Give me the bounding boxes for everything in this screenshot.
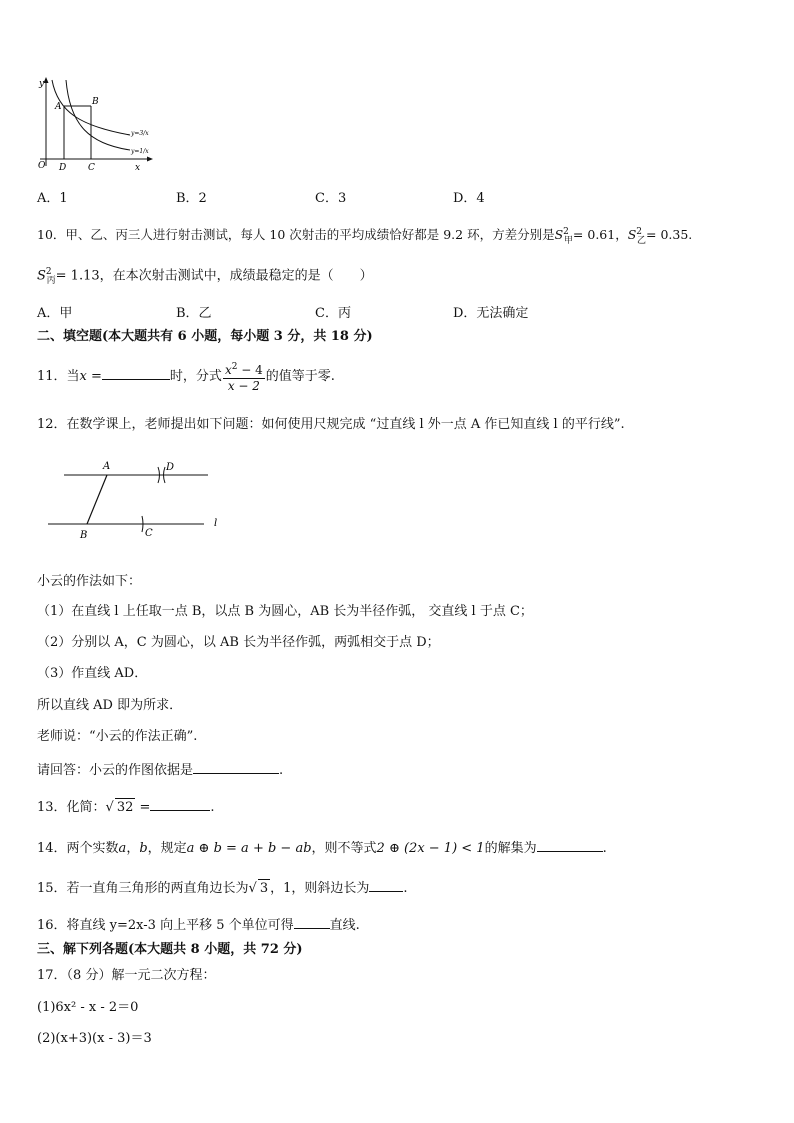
q10-value-yi: = 0.35. (646, 227, 693, 243)
q13-radicand: 32 (116, 800, 134, 815)
q10-sup-jia: 2 (563, 227, 569, 237)
curve1-label: y=3/x (131, 130, 149, 137)
q14-var-b: b (139, 841, 148, 856)
q10-sup-bing: 2 (45, 267, 52, 277)
q13-prefix: 13．化简： (37, 800, 106, 815)
q17-equation-1: (1)6x² - x - 2＝0 (37, 1000, 139, 1015)
q14-stem (37, 838, 607, 858)
parallel-line-construction-figure (40, 456, 230, 542)
q17-title: 17．（8 分）解一元二次方程： (37, 968, 216, 983)
q12-teacher-remark: 老师说：“小云的作法正确”. (37, 729, 198, 744)
q10-value-jia: = 0.61， (572, 227, 628, 243)
variance-symbol-bing: S (37, 268, 46, 284)
q11-prefix: 11．当 (37, 369, 80, 384)
q11-num-var: x (224, 362, 232, 377)
point-A-label: A (103, 461, 111, 472)
sqrt-symbol: √ (105, 800, 114, 815)
q16-end: 直线. (329, 918, 360, 933)
y-axis-label: y (39, 79, 45, 89)
x-axis-arrow (147, 157, 153, 162)
q12-conclusion: 所以直线 AD 即为所求． (37, 698, 183, 713)
q10-text-b: ，在本次射击测试中，成绩最稳定的是（ ） (99, 268, 373, 284)
q16-prefix: 16．将直线 y=2x-3 向上平移 5 个单位可得 (37, 918, 294, 933)
q14-end: . (602, 841, 607, 856)
section-2-heading: 二、填空题(本大题共有 6 小题，每小题 3 分，共 18 分) (37, 329, 373, 344)
q11-stem (37, 359, 335, 395)
q12-step-1: （1）在直线 l 上任取一点 B，以点 B 为圆心，AB 长为半径作弧， 交直线 l 于点 C； (37, 604, 533, 619)
q13-eq: = (135, 800, 151, 815)
line-l-label: l (214, 518, 218, 529)
q15-answer-blank[interactable] (369, 878, 403, 892)
q10-option-b: B．乙 (176, 306, 212, 321)
point-A-label: A (55, 102, 62, 112)
q12-stem: 12．在数学课上，老师提出如下问题：如何使用尺规完成 “过直线 l 外一点 A 作已知直线 l 的平行线”. (37, 417, 625, 432)
q10-sup-yi: 2 (636, 227, 643, 237)
q14-prefix: 14．两个实数 (37, 841, 119, 856)
q15-stem (37, 878, 408, 898)
q11-answer-blank[interactable] (102, 366, 170, 380)
q10-stem-line1 (37, 223, 692, 250)
point-B-label: B (80, 530, 88, 541)
point-C-label: C (88, 163, 95, 173)
q12-question (37, 760, 283, 780)
q11-num-tail: − 4 (237, 362, 263, 377)
q11-eq: = (86, 369, 102, 384)
q10-value-bing: = 1.13 (55, 268, 100, 284)
q11-num-sup: 2 (231, 361, 238, 372)
q11-mid: 时，分式 (169, 369, 222, 384)
q13-answer-blank[interactable] (150, 797, 210, 811)
q14-var-a: a (118, 841, 127, 856)
q16-answer-blank[interactable] (294, 915, 330, 929)
curve-y-1-over-x (66, 80, 130, 150)
q10-sub-jia: 甲 (563, 235, 573, 246)
q10-text-a: 10．甲、乙、丙三人进行射击测试，每人 10 次射击的平均成绩恰好都是 9.2 环，方差分别是 (37, 227, 555, 243)
q13-end: . (210, 800, 215, 815)
function-graph-figure (30, 74, 170, 176)
q13-stem (37, 797, 215, 817)
q14-answer-blank[interactable] (537, 838, 603, 852)
q11-suffix: 的值等于零. (265, 369, 335, 384)
sqrt-symbol: √ (248, 881, 257, 896)
q10-stem-line2 (37, 263, 373, 290)
curve2-label: y=1/x (131, 148, 149, 155)
segment-AB (87, 475, 107, 524)
point-B-label: B (92, 97, 99, 107)
origin-label: O (38, 161, 46, 171)
q14-inequality: 2 ⊕ (2x − 1) < 1 (376, 841, 485, 856)
q10-sub-yi: 乙 (637, 235, 647, 246)
variance-symbol-jia: S (554, 227, 564, 243)
x-axis-label: x (135, 163, 141, 173)
q14-comma: ， (126, 841, 140, 856)
q14-suffix: 的解集为 (484, 841, 537, 856)
q16-stem (37, 915, 360, 935)
q12-ask-end: . (279, 763, 284, 778)
q15-prefix: 15．若一直角三角形的两直角边长为 (37, 881, 249, 896)
q15-end: . (403, 881, 408, 896)
q9-option-c: C．3 (315, 191, 347, 206)
q11-var: x (79, 369, 87, 384)
q11-denominator: x − 2 (227, 378, 260, 393)
q14-rule: ，规定 (147, 841, 187, 856)
q9-option-b: B．2 (176, 191, 207, 206)
q10-option-d: D．无法确定 (453, 306, 529, 321)
q10-sub-bing: 丙 (46, 275, 56, 286)
q14-definition: a ⊕ b = a + b − ab (186, 841, 312, 856)
q9-option-d: D．4 (453, 191, 485, 206)
q12-ask: 请回答：小云的作图依据是 (37, 763, 194, 778)
q15-radicand: 3 (259, 881, 269, 896)
q17-equation-2: (2)(x+3)(x - 3)＝3 (37, 1031, 152, 1046)
q14-ineq-prefix: ，则不等式 (311, 841, 377, 856)
point-C-label: C (145, 528, 153, 539)
point-D-label: D (166, 462, 175, 473)
q15-mid: ，1，则斜边长为 (270, 881, 370, 896)
q12-answer-blank[interactable] (193, 760, 279, 774)
q12-step-3: （3）作直线 AD． (37, 666, 148, 681)
q12-method-title: 小云的作法如下： (37, 574, 142, 589)
q10-option-c: C．丙 (315, 306, 351, 321)
q12-step-2: （2）分别以 A，C 为圆心，以 AB 长为半径作弧，两弧相交于点 D； (37, 635, 440, 650)
variance-symbol-yi: S (627, 227, 637, 243)
point-D-label: D (59, 163, 67, 173)
q9-option-a: A．1 (37, 191, 68, 206)
y-axis-arrow (44, 77, 49, 83)
q10-option-a: A．甲 (37, 306, 73, 321)
q11-fraction (223, 360, 265, 394)
section-3-heading: 三、解下列各题(本大题共 8 小题，共 72 分) (37, 942, 303, 957)
